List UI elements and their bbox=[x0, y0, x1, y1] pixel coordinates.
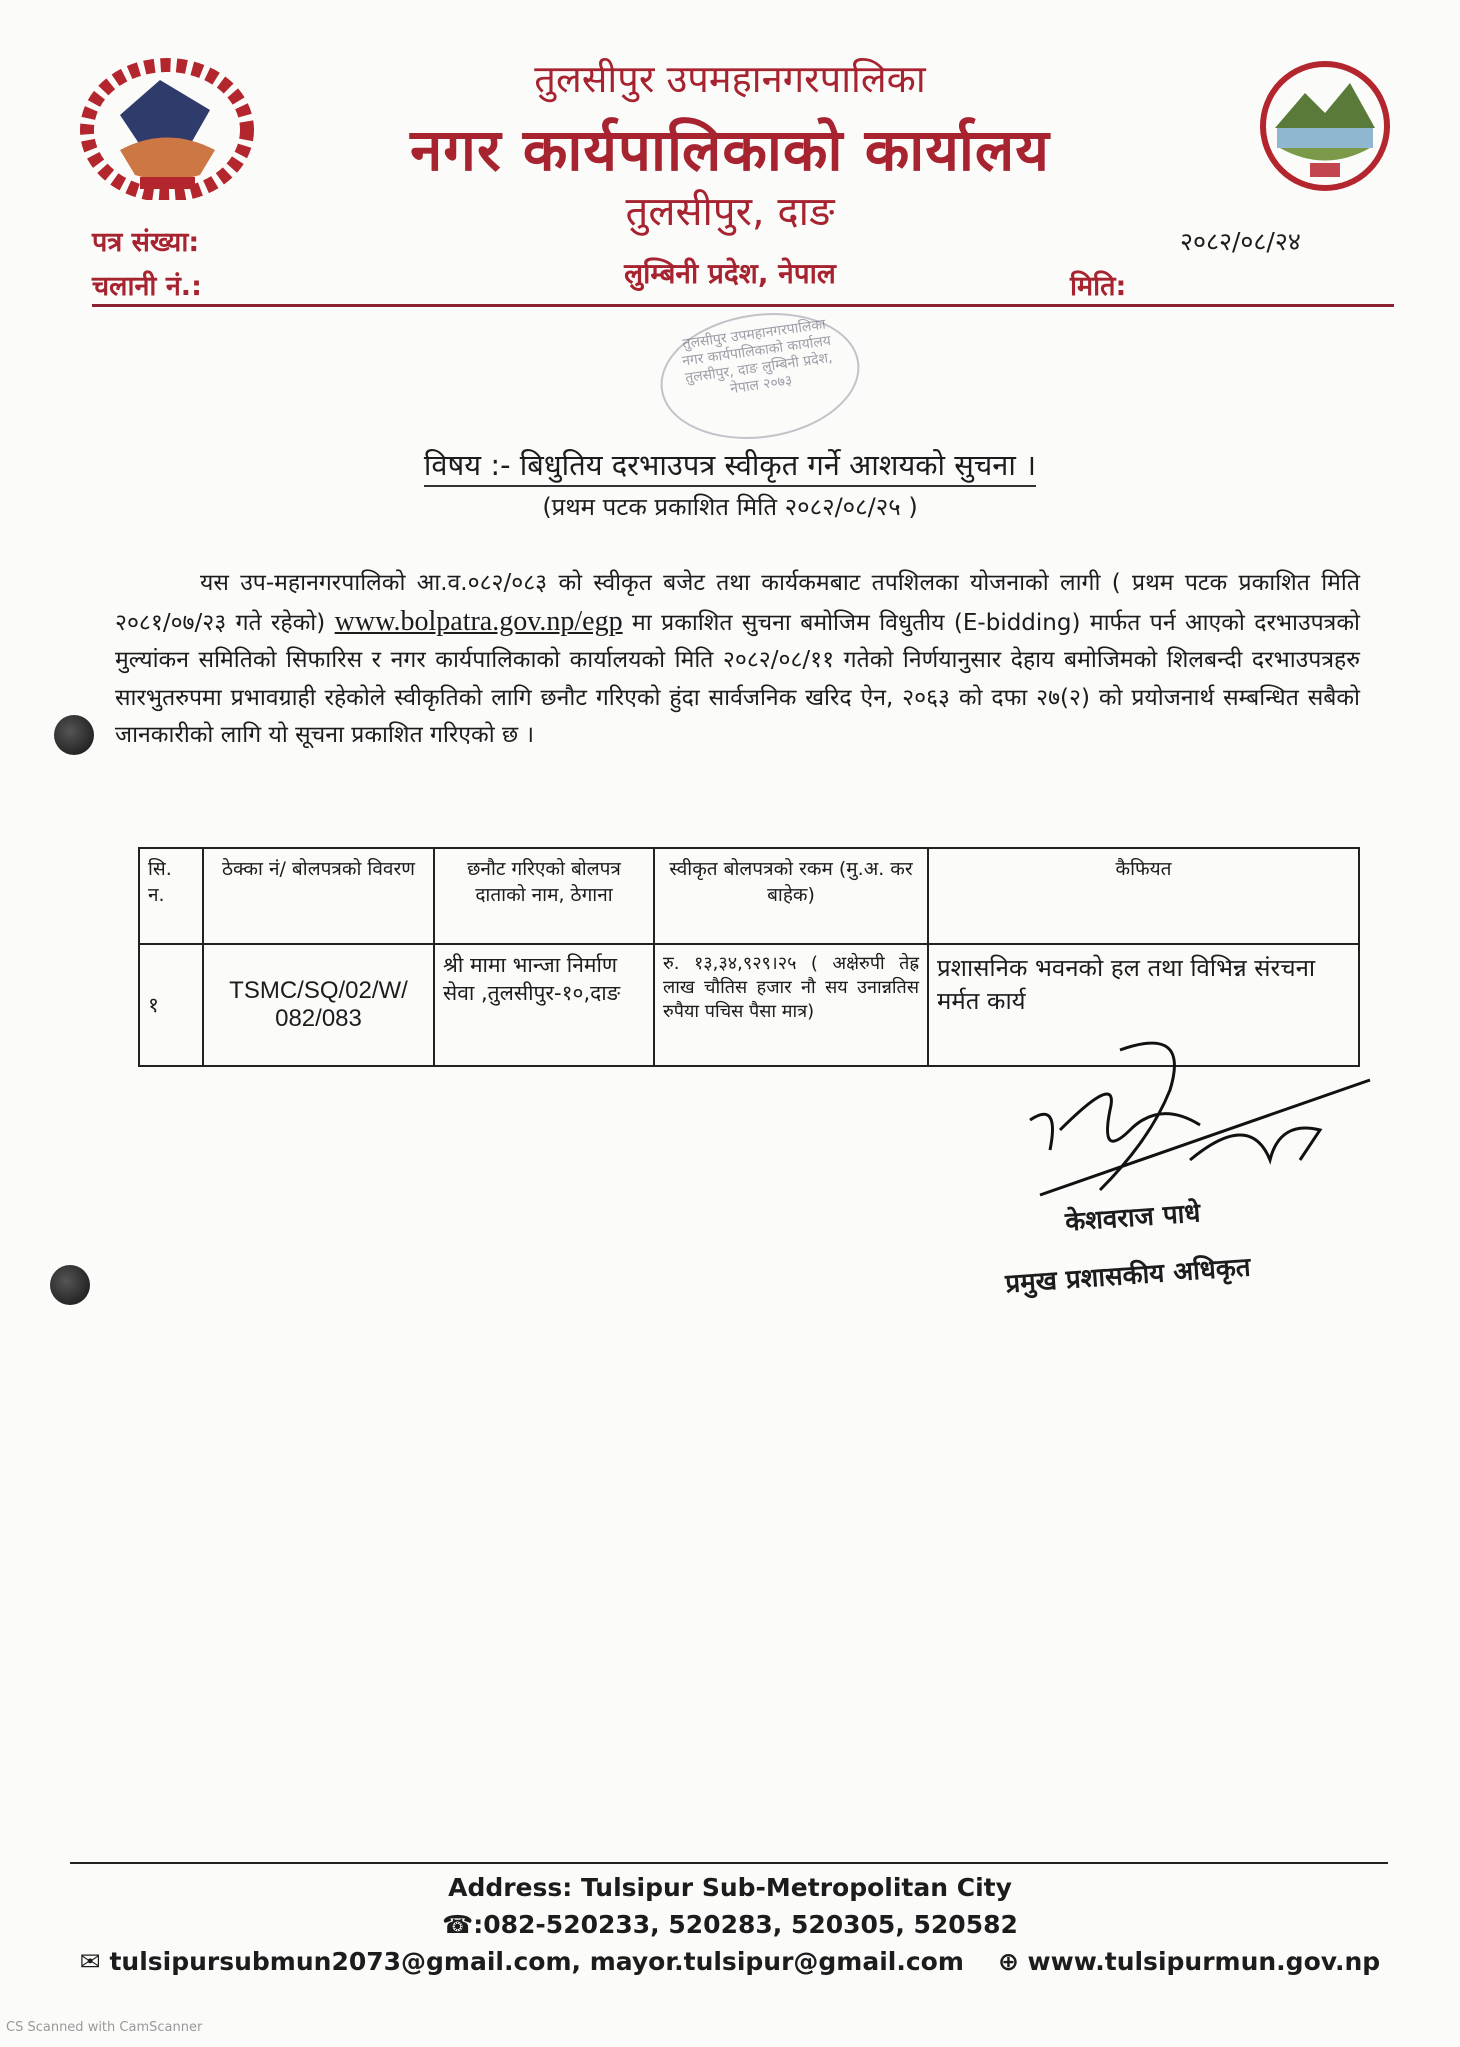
footer-phone: ☎:082-520233, 520283, 520305, 520582 bbox=[442, 1910, 1018, 1939]
dispatch-number-label: चलानी नं.: bbox=[92, 271, 202, 302]
signatory-name: केशवराज पाधे bbox=[1064, 1198, 1202, 1238]
col-remarks: कैफियत bbox=[928, 848, 1359, 944]
bolpatra-link[interactable]: www.bolpatra.gov.np/egp bbox=[334, 605, 623, 637]
footer-email: ✉ tulsipursubmun2073@gmail.com, mayor.tulsipur@gmail.com bbox=[79, 1947, 964, 1976]
col-contract: ठेक्का नं/ बोलपत्रको विवरण bbox=[203, 848, 434, 944]
cell-remarks: प्रशासनिक भवनको हल तथा विभिन्न संरचना मर्मत कार्य bbox=[928, 944, 1359, 1066]
municipality-name: तुलसीपुर उपमहानगरपालिका bbox=[534, 57, 926, 101]
cell-contract: TSMC/SQ/02/W/ 082/083 bbox=[203, 944, 434, 1066]
letter-number-label: पत्र संख्या: bbox=[92, 227, 200, 258]
header-divider bbox=[92, 304, 1394, 307]
punch-hole bbox=[50, 1265, 90, 1305]
signature bbox=[1000, 1030, 1380, 1200]
subject-text: विषय :- बिधुतिय दरभाउपत्र स्वीकृत गर्ने आशयको सुचना । bbox=[424, 448, 1036, 487]
body-text-2: मा प्रकाशित सुचना बमोजिम विधुतीय (E-bidding) मार्फत पर्न आएको दरभाउपत्रको मुल्यांकन समितिको सिफारिस र नगर कार्यपालिकाको कार्यालयको मिति २०८२/०८/११ गतेको निर्णयानुसार देहाय बमोजिमको शिलबन्दी दरभाउपत्रहरु सारभुतरुपमा प्रभावग्राही रहेकोले स्वीकृतिको लागि छनौट गरिएको हुंदा सार्वजनिक खरिद ऐन, २०६३ को दफा २७(२) को प्रयोजनार्थ सम्बन्धित सबैको जानकारीको लागि यो सूचना प्रकाशित गरिएको छ । bbox=[115, 609, 1360, 748]
col-amount: स्वीकृत बोलपत्रको रकम (मु.अ. कर बाहेक) bbox=[654, 848, 928, 944]
notice-subject bbox=[0, 445, 1460, 484]
camscanner-watermark: CS Scanned with CamScanner bbox=[6, 2020, 203, 2035]
date-label: मिति: bbox=[1070, 271, 1127, 302]
cell-amount: रु. १३,३४,९२९।२५ ( अक्षेरुपी तेह्र लाख चौतिस हजार नौ सय उनान्नतिस रुपैया पचिस पैसा मात्र) bbox=[654, 944, 928, 1066]
footer-website: ⊕ www.tulsipurmun.gov.np bbox=[997, 1947, 1381, 1976]
office-name: नगर कार्यपालिकाको कार्यालय bbox=[410, 116, 1050, 184]
stamp-text: तुलसीपुर उपमहानगरपालिका नगर कार्यपालिकाको कार्यालय तुलसीपुर, दाङ लुम्बिनी प्रदेश, नेपाल २०७३ bbox=[681, 316, 834, 398]
province-name: लुम्बिनी प्रदेश, नेपाल bbox=[624, 257, 836, 290]
punch-hole bbox=[54, 715, 94, 755]
body-text-1: यस उप-महानगरपालिको आ.व.०८२/०८३ को स्वीकृत बजेट तथा कार्यकमबाट तपशिलका योजनाको लागी ( प्रथम पटक प्रकाशित मिति २०८१/०७/२३ गते रहेको) bbox=[115, 570, 1360, 636]
office-stamp bbox=[652, 301, 867, 452]
footer-contact-row bbox=[0, 1947, 1460, 1976]
table-header-row bbox=[139, 848, 1359, 944]
col-sn: सि. न. bbox=[139, 848, 203, 944]
signatory-title: प्रमुख प्रशासकीय अधिकृत bbox=[1004, 1252, 1252, 1300]
notice-body bbox=[115, 565, 1360, 755]
col-bidder: छनौट गरिएको बोलपत्र दाताको नाम, ठेगाना bbox=[434, 848, 654, 944]
footer-address: Address: Tulsipur Sub-Metropolitan City bbox=[448, 1873, 1012, 1902]
office-location: तुलसीपुर, दाङ bbox=[625, 189, 835, 235]
cell-bidder: श्री मामा भान्जा निर्माण सेवा ,तुलसीपुर-१०,दाङ bbox=[434, 944, 654, 1066]
cell-sn: १ bbox=[139, 944, 203, 1066]
letter-date: २०८२/०८/२४ bbox=[1180, 227, 1301, 256]
notice-subtitle: (प्रथम पटक प्रकाशित मिति २०८२/०८/२५ ) bbox=[542, 493, 918, 521]
footer-divider bbox=[70, 1862, 1388, 1864]
